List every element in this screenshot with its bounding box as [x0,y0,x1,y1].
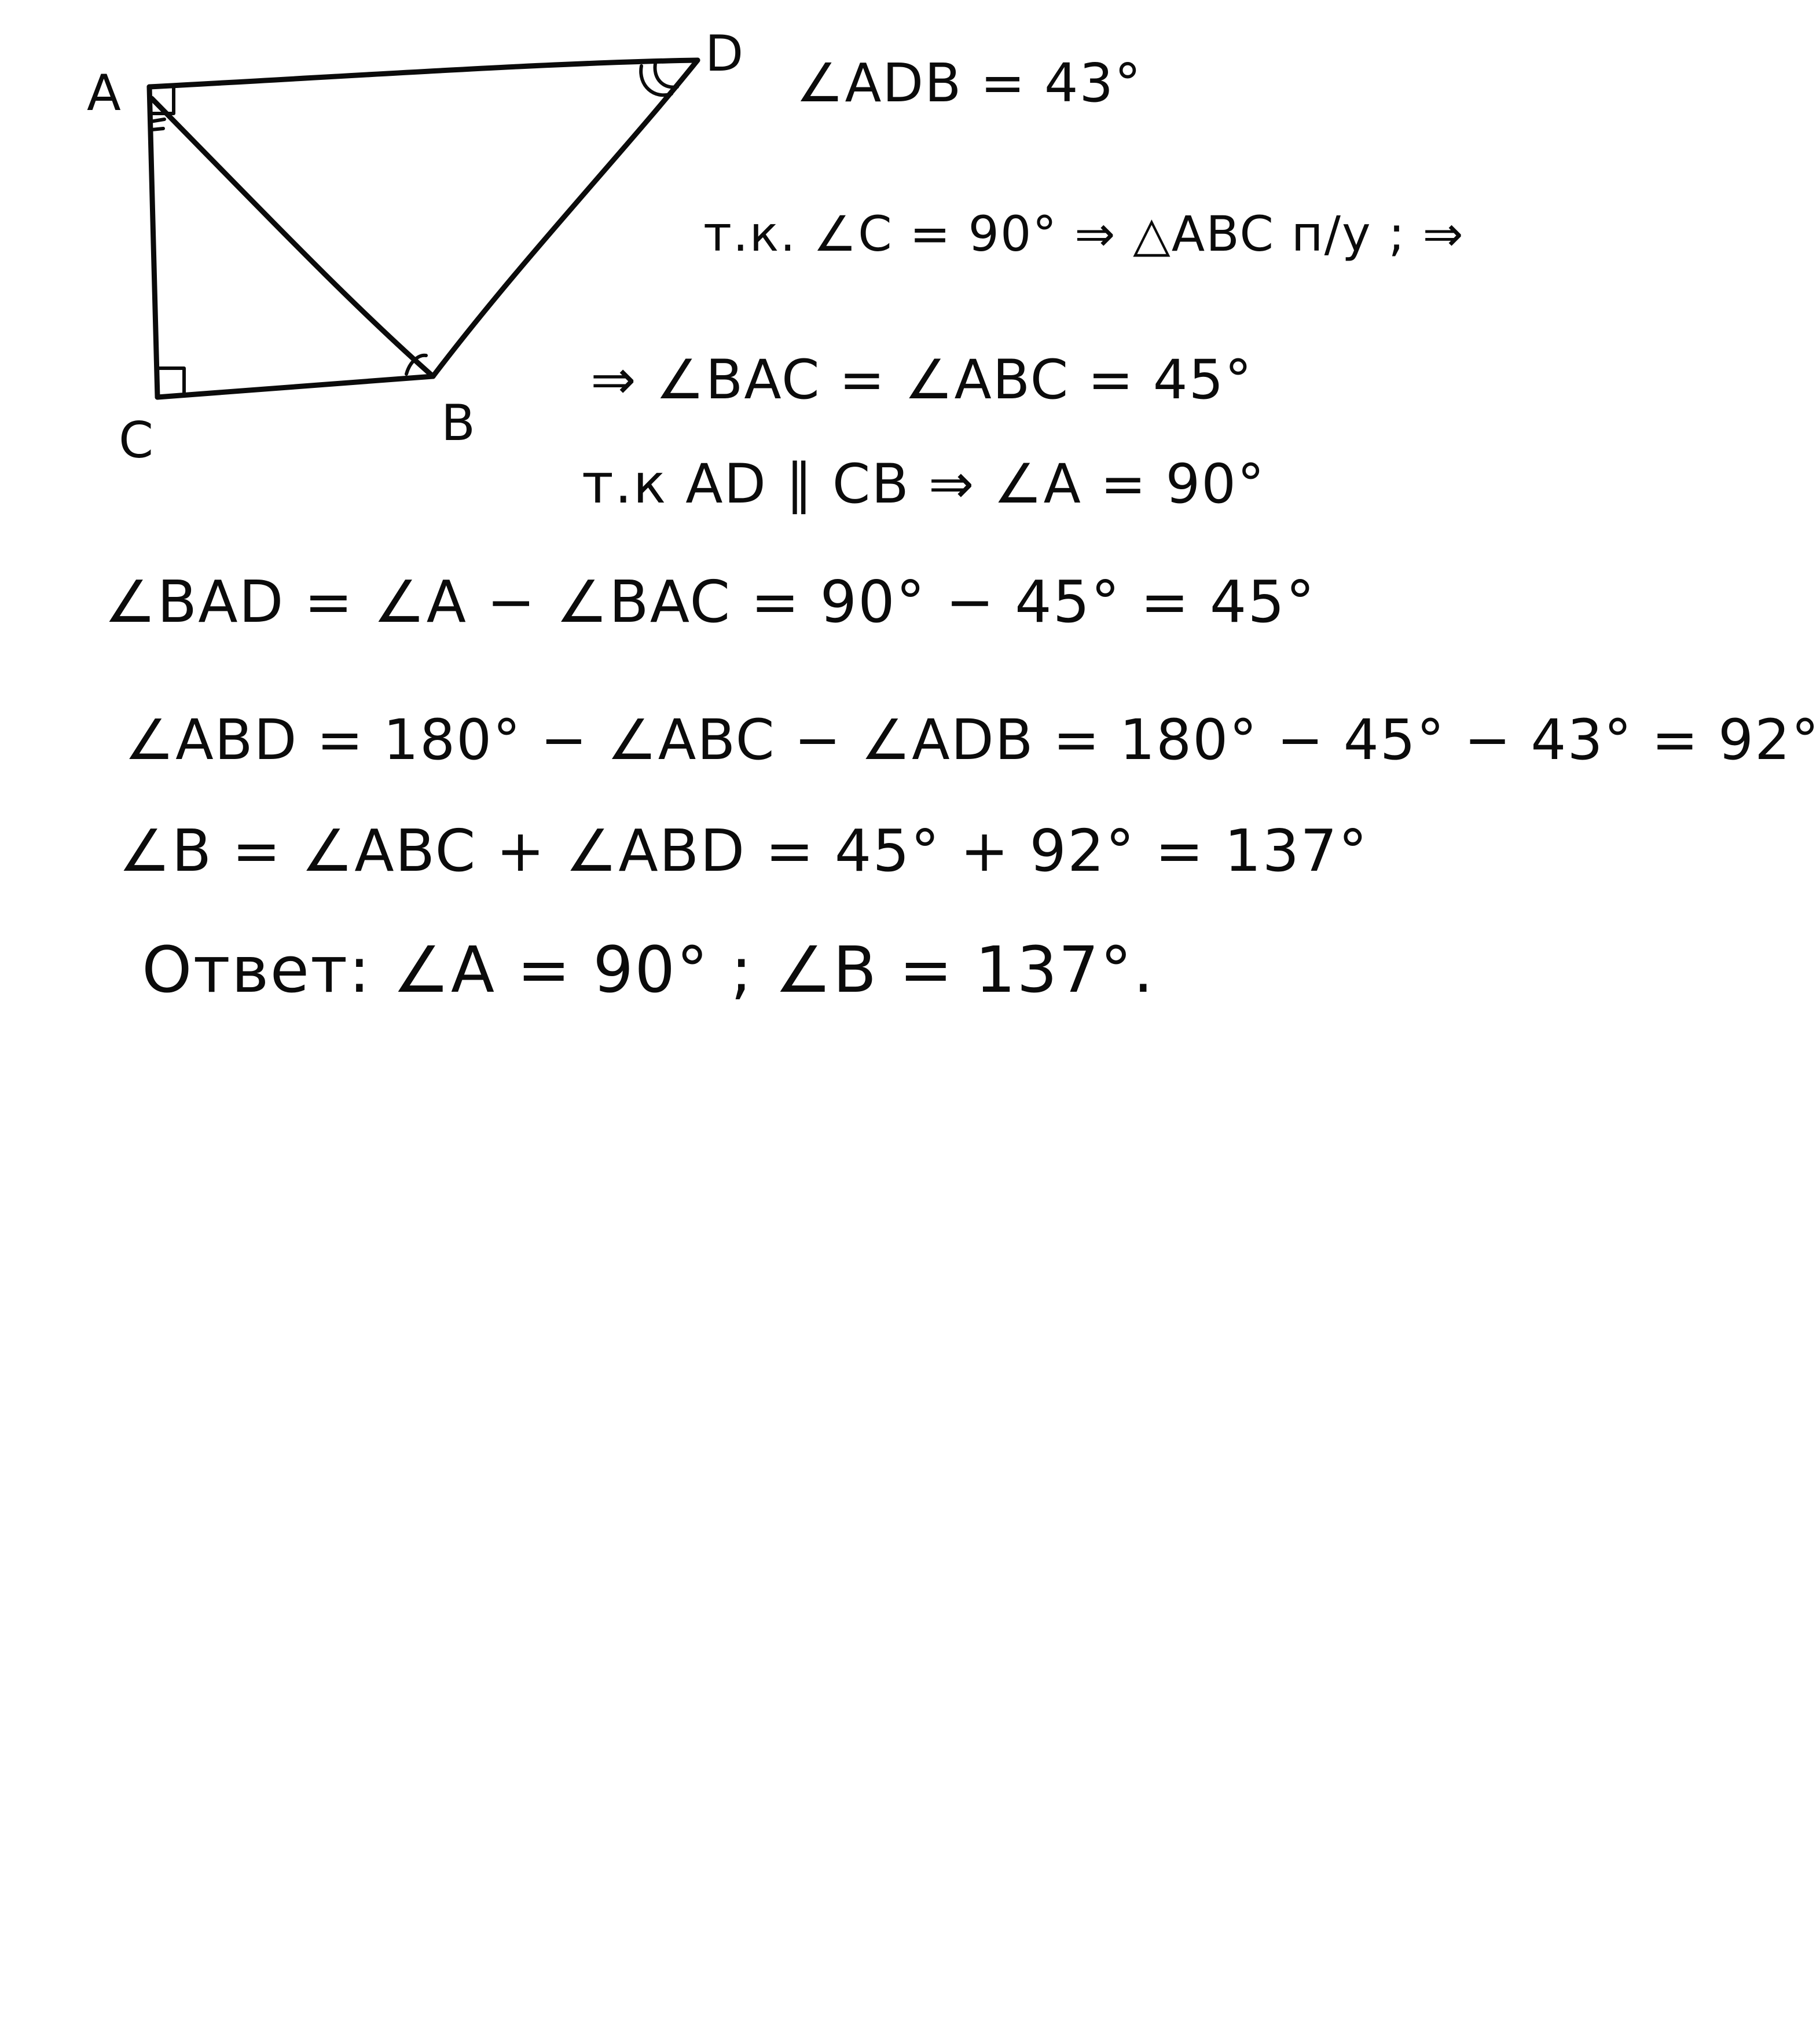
segment-ab [152,98,433,376]
segment-ad [149,60,698,87]
answer-line: Ответ: ∠A = 90° ; ∠B = 137°. [142,933,1155,1007]
vertex-label-c: C [119,412,154,470]
segment-db [433,60,698,376]
right-angle-mark-c [157,368,184,396]
calc-angle-b: ∠B = ∠ABC + ∠ABD = 45° + 92° = 137° [119,817,1368,885]
vertex-label-b: B [441,394,475,452]
calc-angle-bad: ∠BAD = ∠A − ∠BAC = 90° − 45° = 45° [104,568,1316,636]
segment-ac [149,87,157,397]
statement-right-triangle: т.к. ∠C = 90° ⇒ △ABC п/у ; ⇒ [703,206,1465,262]
segment-cb [157,376,433,397]
calc-angle-abd: ∠ABD = 180° − ∠ABC − ∠ADB = 180° − 45° − 43° = 92° [124,707,1820,772]
angle-arc-d-2 [655,64,677,87]
statement-base-angles: ⇒ ∠BAC = ∠ABC = 45° [590,349,1253,412]
vertex-label-a: A [87,64,121,122]
vertex-label-d: D [705,25,744,83]
given-angle-adb: ∠ADB = 43° [796,52,1143,114]
statement-parallel-sides: т.к AD ∥ CB ⇒ ∠A = 90° [582,453,1266,516]
